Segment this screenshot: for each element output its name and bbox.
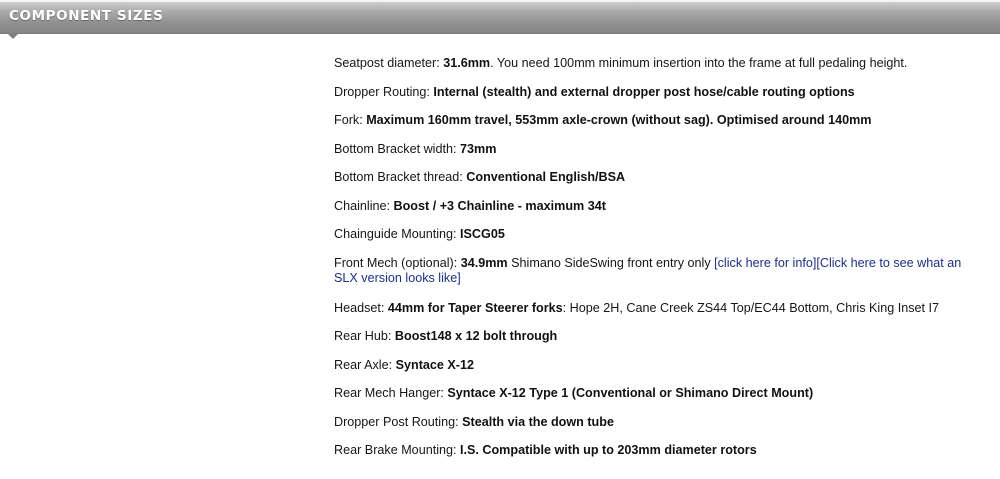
info-link[interactable]: [click here for info] <box>714 255 817 270</box>
spec-label: Dropper Routing: <box>334 84 434 99</box>
spec-label: Fork: <box>334 113 367 127</box>
spec-value: 73mm <box>460 141 497 156</box>
spec-label: Rear Brake Mounting: <box>334 443 460 457</box>
spec-rear-hub <box>334 329 974 345</box>
spec-label: Seatpost diameter: <box>334 56 444 70</box>
spec-suffix: : Hope 2H, Cane Creek ZS44 Top/EC44 Bottom, Chris King Inset I7 <box>562 300 940 315</box>
spec-label: Chainline: <box>334 198 394 213</box>
spec-label: Front Mech (optional): <box>334 255 461 270</box>
spec-label: Rear Axle: <box>334 357 396 372</box>
spec-dropper-post-routing <box>334 415 974 431</box>
spec-front-mech <box>334 256 974 287</box>
spec-label: Headset: <box>334 300 388 315</box>
spec-suffix: . You need 100mm minimum insertion into the frame at full pedaling height. <box>490 56 908 70</box>
spec-rear-brake <box>334 443 974 459</box>
spec-value: Boost148 x 12 bolt through <box>394 329 558 343</box>
spec-chainline <box>334 199 974 215</box>
spec-label: Rear Mech Hanger: <box>334 386 448 400</box>
spec-value: Conventional English/BSA <box>466 170 626 184</box>
spec-value: Syntace X-12 <box>395 357 475 372</box>
spec-label: Bottom Bracket width: <box>334 141 460 156</box>
spec-dropper-routing <box>334 85 974 101</box>
spec-seatpost <box>334 56 974 72</box>
spec-label: Bottom Bracket thread: <box>334 170 467 184</box>
spec-suffix: Shimano SideSwing front entry only <box>507 255 715 270</box>
section-header <box>0 0 1000 34</box>
spec-value: Maximum 160mm travel, 553mm axle-crown (without sag). Optimised around 140mm <box>366 113 872 127</box>
header-notch-icon <box>7 33 19 39</box>
spec-label: Chainguide Mounting: <box>334 227 461 241</box>
spec-value: Internal (stealth) and external dropper post hose/cable routing options <box>433 84 855 99</box>
spec-rear-mech-hanger <box>334 386 974 402</box>
spec-fork <box>334 113 974 129</box>
spec-bb-width <box>334 142 974 158</box>
spec-value: 44mm for Taper Steerer forks <box>387 300 563 315</box>
spec-list <box>334 56 974 472</box>
spec-value: Boost / +3 Chainline - maximum 34t <box>393 198 606 213</box>
spec-rear-axle <box>334 358 974 374</box>
spec-bb-thread <box>334 170 974 186</box>
spec-value: 31.6mm <box>443 56 491 70</box>
spec-value: Syntace X-12 Type 1 (Conventional or Shimano Direct Mount) <box>447 386 814 400</box>
spec-headset <box>334 301 974 317</box>
spec-value: I.S. Compatible with up to 203mm diameter rotors <box>460 443 757 457</box>
slx-version-link[interactable]: [Click here to see what an SLX version looks like] <box>334 255 962 285</box>
spec-chainguide <box>334 227 974 243</box>
spec-value: ISCG05 <box>460 227 505 241</box>
spec-value: Stealth via the down tube <box>462 414 614 429</box>
section-title: COMPONENT SIZES <box>9 8 164 24</box>
spec-label: Dropper Post Routing: <box>334 414 463 429</box>
spec-label: Rear Hub: <box>334 329 395 343</box>
spec-value: 34.9mm <box>460 255 508 270</box>
